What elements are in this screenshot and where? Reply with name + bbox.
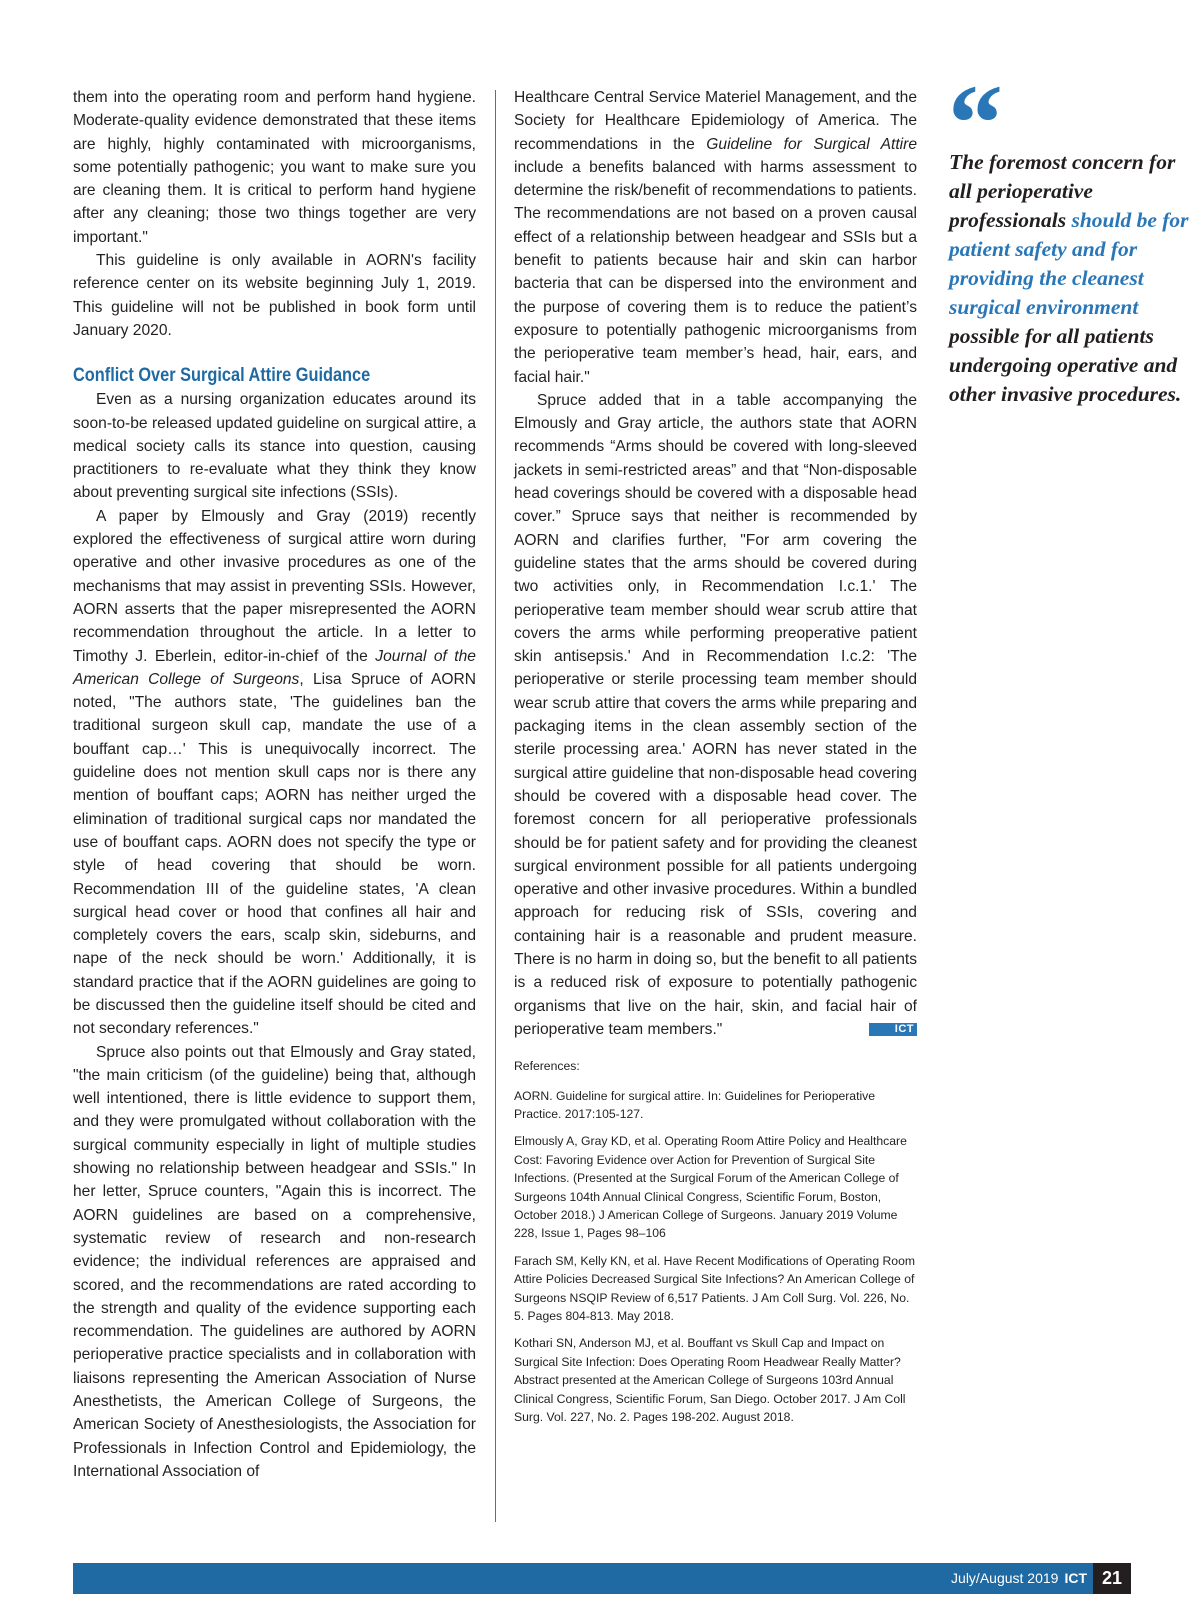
pull-quote-highlight: should be for patient safety and for providing the cleanest surgical environment (949, 208, 1189, 319)
paragraph: them into the operating room and perform hand hygiene. Moderate-quality evidence demonstrated that these items are highly, highly contaminated with microorganisms, some potentially pathogenic; you want to make sure you are cleaning them. It is critical to perform hand hygiene after any cleaning; those two things together are very important." (73, 89, 476, 246)
paragraph-text: Healthcare Central Service Materiel Management, and the Society for Healthcare Epidemiology of America. The recommendations in the (514, 89, 917, 153)
paragraph: Even as a nursing organization educates around its soon-to-be released updated guideline on surgical attire, a medical society calls its stance into question, causing practitioners to re-evaluate what they think they know about preventing surgical site infections (SSIs). (73, 391, 476, 502)
paragraph (514, 389, 917, 1041)
paragraph (73, 505, 476, 1041)
references-title: References: (514, 1059, 580, 1074)
section-heading: Conflict Over Surgical Attire Guidance (73, 365, 371, 387)
reference-item: Kothari SN, Anderson MJ, et al. Bouffant vs Skull Cap and Impact on Surgical Site Infection: Does Operating Room Headwear Really Matter? Abstract presented at the American College of Surgeons 103rd Annual Clinical Congress, Scientific Forum, San Diego. October 2017. J Am Coll Surg. Vol. 227, No. 2. Pages 198-202. August 2018. (514, 1336, 906, 1425)
paragraph-text: Spruce added that in a table accompanying the Elmously and Gray article, the authors state that AORN recommends “Arms should be covered with long-sleeved jackets in semi-restricted areas” and that “Non-disposable head coverings should be covered with a disposable head cover.” Spruce says that neither is recommended by AORN and clarifies further, "For arm covering the guideline states that the arms should be covered during two activities only, in Recommendation I.c.1.' The perioperative team member should wear scrub attire that covers the arms while performing preoperative patient skin antisepsis.' And in Recommendation I.c.2: 'The perioperative or sterile processing team member should wear scrub attire that covers the arms while preparing and packaging items in the clean assembly section of the sterile processing area.' AORN has never stated in the surgical attire guideline that non-disposable head covering should be covered with a disposable head cover. The foremost concern for all perioperative professionals should be for patient safety and for providing the cleanest surgical environment possible for all patients undergoing operative and other invasive procedures. Within a bundled approach for reducing risk of SSIs, covering and containing hair is a reasonable and prudent measure. There is no harm in doing so, but the benefit to all patients is a reduced risk of exposure to potentially pathogenic organisms that live on the hair, skin, and facial hair of perioperative team members." (514, 391, 917, 1038)
paragraph-text: A paper by Elmously and Gray (2019) recently explored the effectiveness of surgical attire worn during operative and other invasive procedures as one of the mechanisms that may assist in preventing SSIs. However, AORN asserts that the paper misrepresented the AORN recommendation throughout the article. In a letter to Timothy J. Eberlein, editor-in-chief of the (73, 507, 476, 665)
reference-item: Farach SM, Kelly KN, et al. Have Recent Modifications of Operating Room Attire Policies Decreased Surgical Site Infections? An American College of Surgeons NSQIP Review of 6,517 Patients. J Am Coll Surg. Vol. 226, No. 5. Pages 804-813. May 2018. (514, 1253, 916, 1324)
magazine-name: ICT (1064, 1570, 1087, 1586)
journal-title: Journal of the American College of Surgeons (73, 647, 476, 688)
pull-quote-text: The foremost concern for all perioperative professionals (949, 150, 1176, 232)
end-of-article-mark: ICT (869, 1023, 917, 1036)
footer-bar (73, 1563, 1131, 1594)
page-number: 21 (1093, 1563, 1131, 1594)
pull-quote (949, 148, 1194, 409)
article-column-middle (514, 86, 917, 1435)
column-divider (495, 90, 496, 1522)
paragraph: Spruce also points out that Elmously and Gray stated, "the main criticism (of the guideline) being that, although well intentioned, there is little evidence to support them, and they were promulgated without collaboration with the surgical community especially in light of multiple studies showing no relationship between headgear and SSIs." In her letter, Spruce counters, "Again this is incorrect. The AORN guidelines are based on a comprehensive, systematic review of research and non-research evidence; the individual references are appraised and scored, and the recommendations are rated according to the strength and quality of the evidence supporting each recommendation. The guidelines are authored by AORN perioperative practice specialists and in collaboration with liaisons representing the American Association of Nurse Anesthetists, the American College of Surgeons, the American Society of Anesthesiologists, the Association for Professionals in Infection Control and Epidemiology, the International Association of (73, 1043, 476, 1480)
footer-issue (951, 1570, 1087, 1587)
pull-quote-text: possible for all patients undergoing operative and other invasive procedures. (949, 324, 1182, 406)
guideline-title: Guideline for Surgical Attire (706, 135, 917, 153)
quote-mark-icon: “ (948, 62, 1003, 184)
references (514, 1057, 917, 1426)
article-column-left (73, 86, 476, 1483)
paragraph: This guideline is only available in AORN's facility reference center on its website beginning July 1, 2019. This guideline will not be published in book form until January 2020. (73, 252, 476, 339)
paragraph-text: , Lisa Spruce of AORN noted, "The authors state, 'The guidelines ban the traditional surgeon skull cap, mandate the use of a bouffant cap…' This is unequivocally incorrect. The guideline does not mention skull caps nor is there any mention of bouffant caps; AORN has neither urged the elimination of traditional surgical caps nor mandated the use of bouffant caps. AORN does not specify the type or style of head covering that should be worn. Recommendation III of the guideline states, 'A clean surgical head cover or hood that confines all hair and completely covers the ears, scalp skin, sideburns, and nape of the neck should be worn.' Additionally, it is standard practice that if the AORN guidelines are going to be discussed then the guideline itself should be cited and not secondary references." (73, 670, 477, 1038)
reference-item: AORN. Guideline for surgical attire. In: Guidelines for Perioperative Practice. 2017:105-127. (514, 1088, 876, 1121)
paragraph-text: include a benefits balanced with harms assessment to determine the risk/benefit of recommendations to patients. The recommendations are not based on a proven causal effect of a relationship between headgear and SSIs but a benefit to patients because hair and skin can harbor bacteria that can be dispersed into the environment and the purpose of covering them is to reduce the patient’s exposure to potentially pathogenic microorganisms from the perioperative team member’s head, hair, ears, and facial hair." (514, 158, 917, 386)
paragraph (514, 86, 917, 389)
reference-item: Elmously A, Gray KD, et al. Operating Room Attire Policy and Healthcare Cost: Favoring Evidence over Action for Prevention of Surgical Site Infections. (Presented at the Surgical Forum of the American College of Surgeons 104th Annual Clinical Congress, Scientific Forum, Boston, October 2018.) J American College of Surgeons. January 2019 Volume 228, Issue 1, Pages 98–106 (514, 1134, 907, 1241)
issue-date: July/August 2019 (951, 1570, 1059, 1586)
